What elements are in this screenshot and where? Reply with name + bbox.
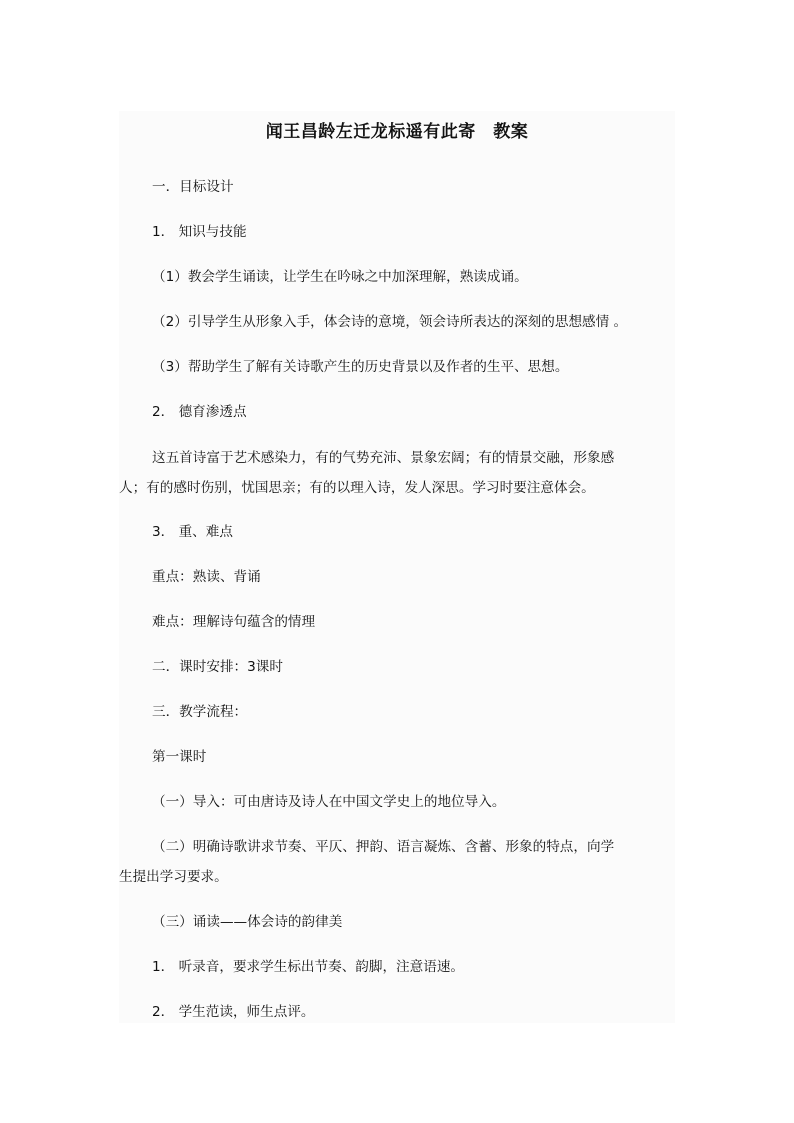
paragraph-poetry-features-line-1: （二）明确诗歌讲求节奏、平仄、押韵、语言凝炼、含蓄、形象的特点，向学: [152, 839, 615, 855]
paragraph-poetry-features-line-2: 生提出学习要求。: [119, 869, 228, 885]
paragraph-moral-line-1: 这五首诗富于艺术感染力，有的气势充沛、景象宏阔；有的情景交融，形象感: [152, 450, 615, 466]
subheading-first-lesson: 第一课时: [152, 749, 207, 765]
list-item-listen-recording: 1． 听录音，要求学生标出节奏、韵脚，注意语速。: [152, 959, 465, 975]
paragraph-recitation: （三）诵读——体会诗的韵律美: [152, 914, 343, 930]
paragraph-moral-line-2: 人；有的感时伤别，忧国思亲；有的以理入诗，发人深思。学习时要注意体会。: [119, 480, 595, 496]
subheading-knowledge-skills: 1． 知识与技能: [152, 224, 247, 240]
paragraph-goal-2: （2）引导学生从形象入手，体会诗的意境，领会诗所表达的深刻的思想感情 。: [152, 314, 628, 330]
document-title: 闻王昌龄左迁龙标遥有此寄 教案: [265, 122, 529, 142]
paragraph-key-point: 重点：熟读、背诵: [152, 569, 261, 585]
section-heading-schedule: 二．课时安排：3课时: [152, 659, 283, 675]
section-heading-process: 三．教学流程：: [152, 704, 248, 720]
paragraph-goal-1: （1）教会学生诵读，让学生在吟咏之中加深理解，熟读成诵。: [152, 269, 528, 285]
section-heading-goals: 一．目标设计: [152, 179, 234, 195]
paragraph-goal-3: （3）帮助学生了解有关诗歌产生的历史背景以及作者的生平、思想。: [152, 359, 569, 375]
paragraph-difficult-point: 难点：理解诗句蕴含的情理: [152, 614, 316, 630]
paragraph-introduction: （一）导入：可由唐诗及诗人在中国文学史上的地位导入。: [152, 794, 506, 810]
list-item-student-reading: 2． 学生范读，师生点评。: [152, 1004, 315, 1020]
subheading-moral-education: 2． 德育渗透点: [152, 404, 247, 420]
subheading-key-points: 3． 重、难点: [152, 524, 233, 540]
